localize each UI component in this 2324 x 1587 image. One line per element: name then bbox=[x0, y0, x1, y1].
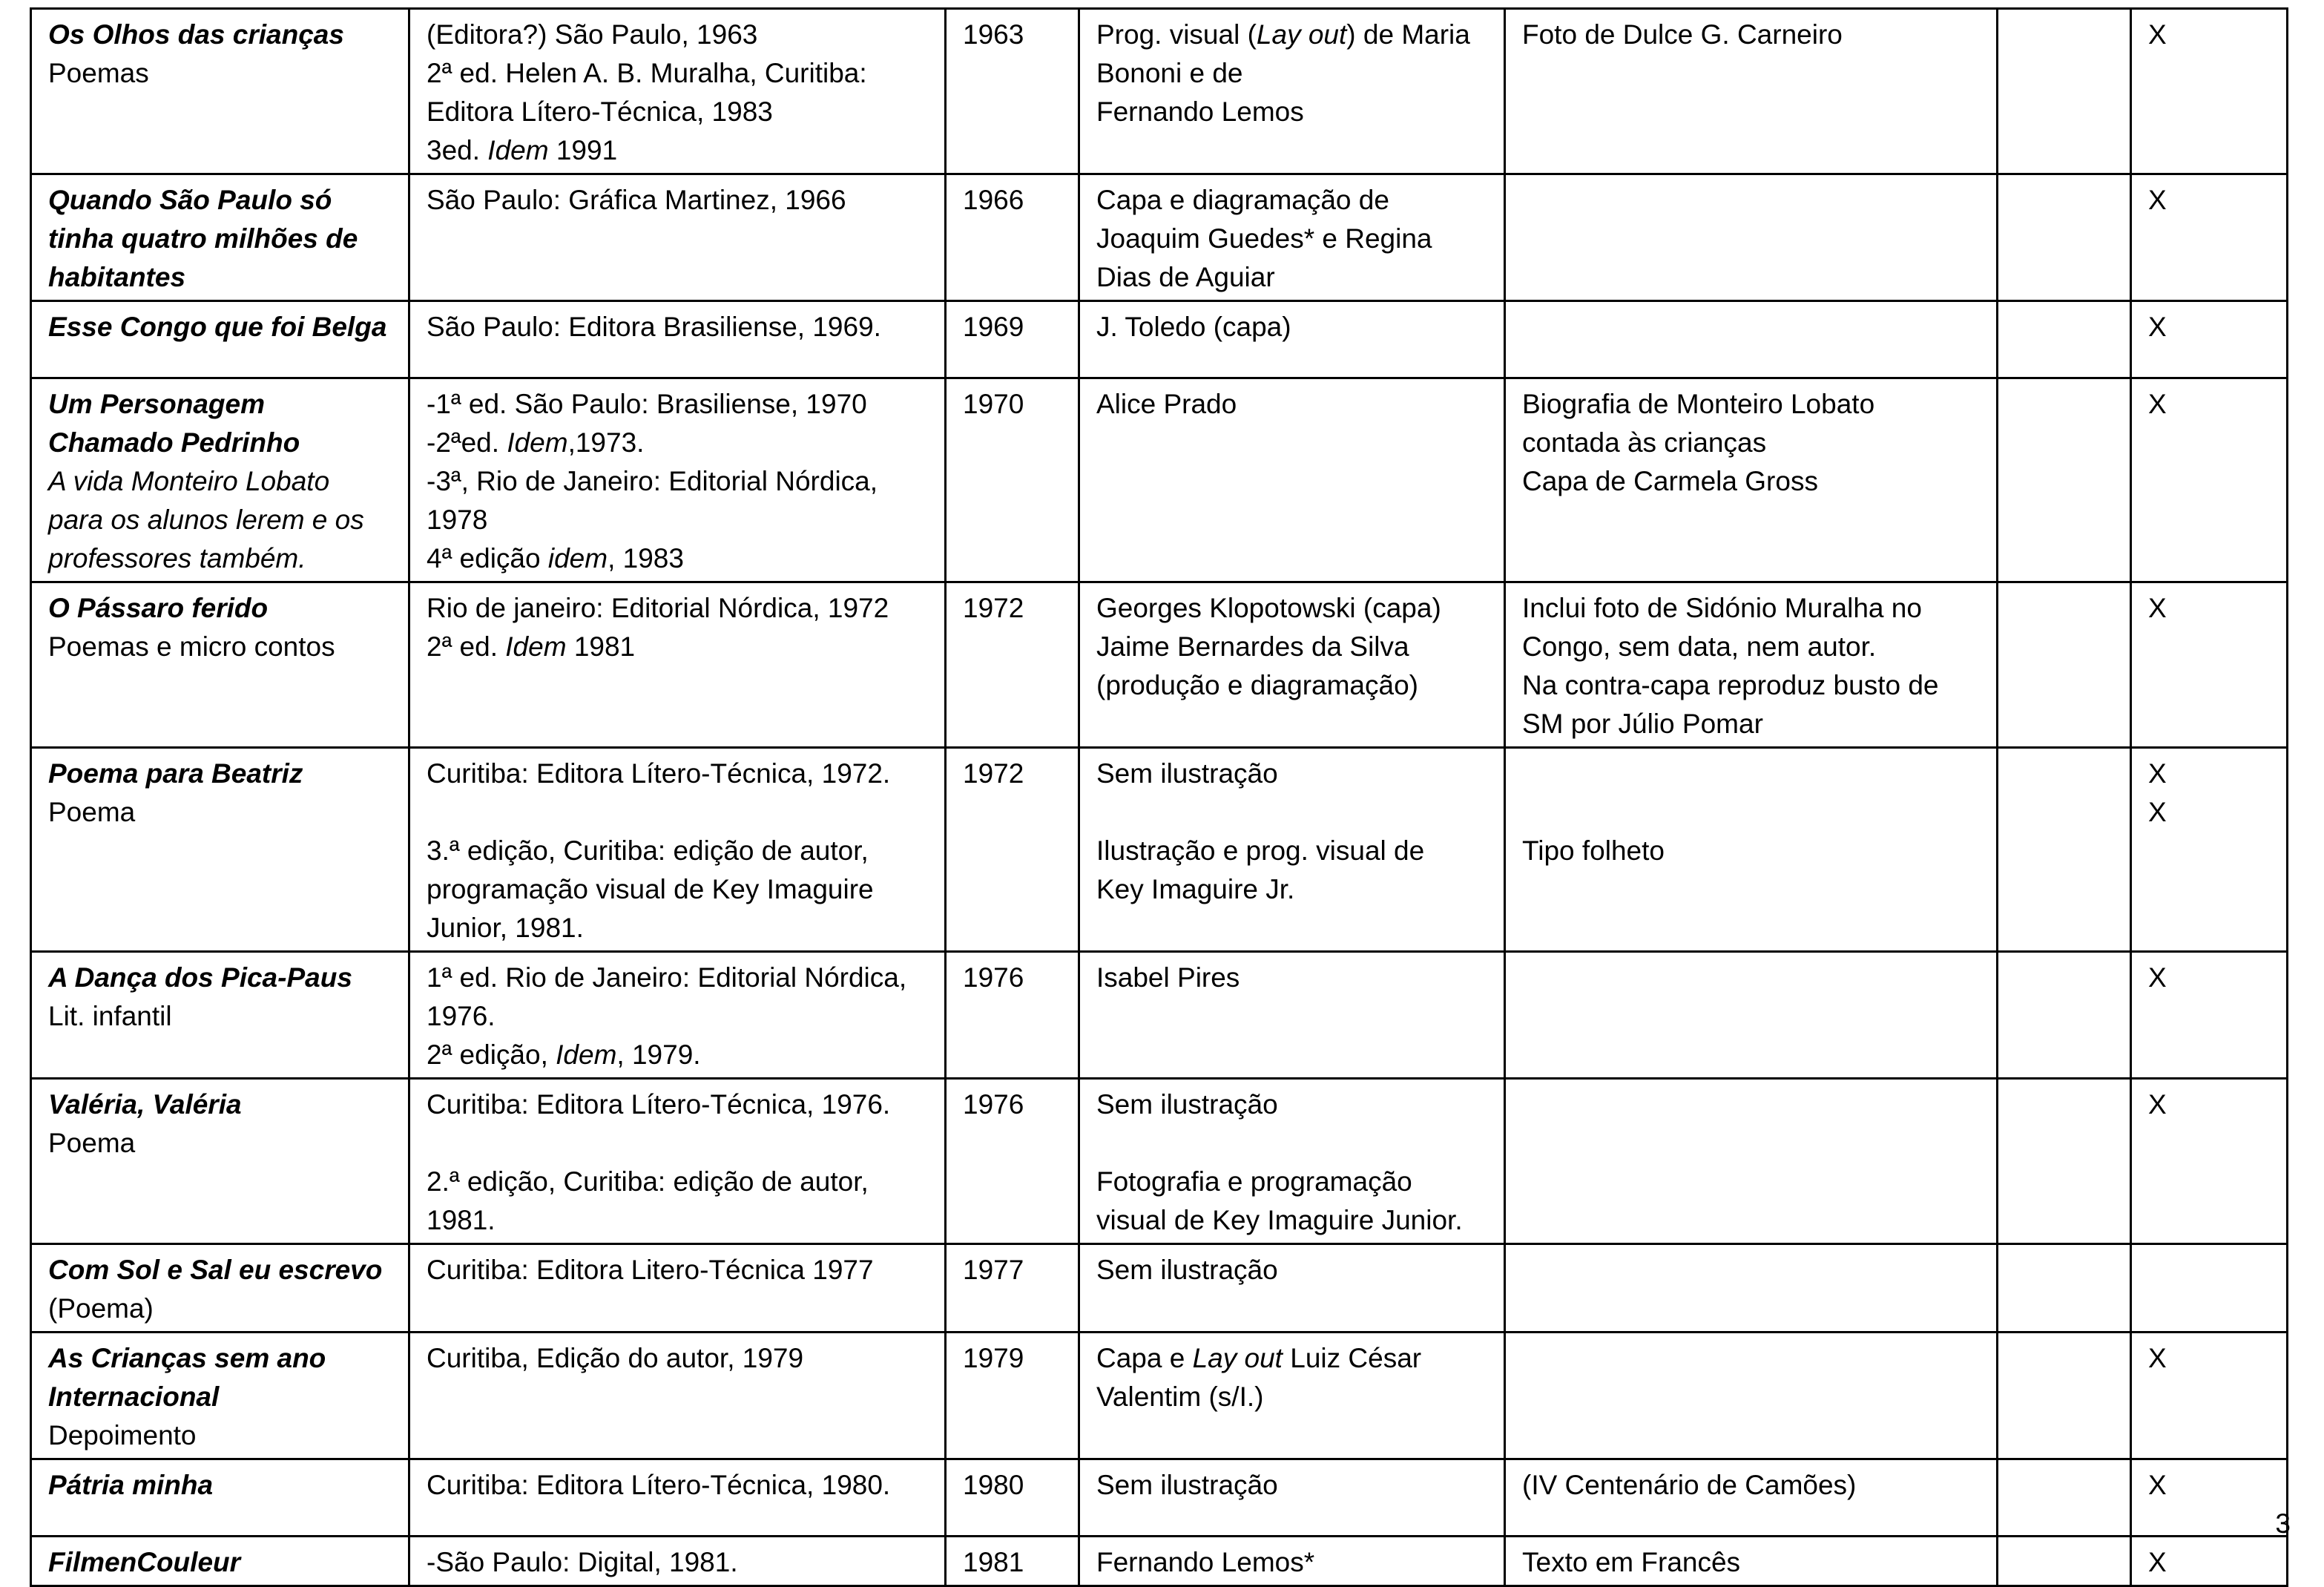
bibliography-table bbox=[30, 7, 2288, 1587]
notes-cell bbox=[1505, 1537, 1998, 1586]
notes-line: Capa de Carmela Gross bbox=[1522, 466, 1818, 496]
mark-cell bbox=[2131, 301, 2288, 378]
table-body bbox=[31, 9, 2288, 1586]
page-number: 3 bbox=[2275, 1508, 2291, 1539]
edition-line: -1ª ed. São Paulo: Brasiliense, 1970 bbox=[427, 389, 867, 419]
mark-cell bbox=[2131, 1079, 2288, 1244]
notes-line: Tipo folheto bbox=[1522, 835, 1665, 866]
notes-cell bbox=[1505, 1459, 1998, 1537]
book-title: As Crianças sem ano Internacional bbox=[48, 1343, 326, 1412]
edition-cell bbox=[409, 1459, 946, 1537]
illustration-cell bbox=[1079, 174, 1505, 301]
edition-line: Rio de janeiro: Editorial Nórdica, 1972 bbox=[427, 593, 889, 623]
edition-line: 2.ª edição, Curitiba: edição de autor, bbox=[427, 1166, 869, 1197]
edition-cell bbox=[409, 1537, 946, 1586]
illustration-line: Georges Klopotowski (capa) bbox=[1096, 593, 1441, 623]
illustration-line: Sem ilustração bbox=[1096, 1470, 1278, 1500]
empty-cell bbox=[1998, 1333, 2131, 1459]
book-title: Com Sol e Sal eu escrevo bbox=[48, 1255, 383, 1285]
mark-cell bbox=[2131, 1244, 2288, 1333]
table-row bbox=[31, 301, 2288, 378]
illustration-line: Prog. visual (Lay out) de Maria bbox=[1096, 19, 1470, 50]
title-cell bbox=[31, 1244, 409, 1333]
notes-line: Congo, sem data, nem autor. bbox=[1522, 631, 1877, 662]
book-title: O Pássaro ferido bbox=[48, 593, 269, 623]
illustration-line: visual de Key Imaguire Junior. bbox=[1096, 1205, 1463, 1235]
edition-line: Curitiba: Editora Lítero-Técnica, 1972. bbox=[427, 758, 891, 789]
book-subtitle: A vida Monteiro Lobato para os alunos lerem e os professores também. bbox=[48, 466, 364, 574]
title-cell bbox=[31, 748, 409, 952]
year-cell: 1963 bbox=[946, 9, 1079, 174]
mark-cell bbox=[2131, 582, 2288, 748]
notes-line bbox=[1522, 755, 1980, 793]
edition-cell bbox=[409, 9, 946, 174]
notes-line: (IV Centenário de Camões) bbox=[1522, 1470, 1857, 1500]
table-row bbox=[31, 1459, 2288, 1537]
table-row bbox=[31, 1333, 2288, 1459]
empty-cell bbox=[1998, 9, 2131, 174]
title-cell bbox=[31, 582, 409, 748]
edition-line: 2ª ed. Helen A. B. Muralha, Curitiba: bbox=[427, 58, 867, 88]
edition-line: -3ª, Rio de Janeiro: Editorial Nórdica, 1978 bbox=[427, 466, 878, 535]
x-mark: X bbox=[2148, 593, 2167, 623]
x-mark: X bbox=[2148, 389, 2167, 419]
x-mark: X bbox=[2148, 1089, 2167, 1120]
notes-cell bbox=[1505, 748, 1998, 952]
x-mark: X bbox=[2148, 758, 2167, 789]
book-title: Valéria, Valéria bbox=[48, 1089, 242, 1120]
empty-cell bbox=[1998, 582, 2131, 748]
mark-cell bbox=[2131, 952, 2288, 1079]
book-subtitle: Poemas bbox=[48, 58, 149, 88]
mark-cell bbox=[2131, 174, 2288, 301]
notes-cell bbox=[1505, 174, 1998, 301]
book-title: Pátria minha bbox=[48, 1470, 214, 1500]
edition-line: Curitiba: Editora Litero-Técnica 1977 bbox=[427, 1255, 874, 1285]
mark-cell bbox=[2131, 1459, 2288, 1537]
year-cell: 1972 bbox=[946, 748, 1079, 952]
x-mark: X bbox=[2148, 185, 2167, 215]
year-cell: 1969 bbox=[946, 301, 1079, 378]
year-cell: 1980 bbox=[946, 1459, 1079, 1537]
edition-line: Editora Lítero-Técnica, 1983 bbox=[427, 96, 773, 127]
edition-line: 3ed. Idem 1991 bbox=[427, 135, 618, 165]
edition-cell bbox=[409, 952, 946, 1079]
illustration-cell bbox=[1079, 301, 1505, 378]
notes-line: Texto em Francês bbox=[1522, 1547, 1741, 1577]
book-title: Poema para Beatriz bbox=[48, 758, 303, 789]
empty-cell bbox=[1998, 174, 2131, 301]
year-cell: 1976 bbox=[946, 952, 1079, 1079]
edition-line: 1ª ed. Rio de Janeiro: Editorial Nórdica, bbox=[427, 962, 907, 993]
illustration-line: Sem ilustração bbox=[1096, 1255, 1278, 1285]
notes-cell bbox=[1505, 1244, 1998, 1333]
edition-line: -2ªed. Idem,1973. bbox=[427, 427, 645, 458]
x-mark: X bbox=[2148, 962, 2167, 993]
book-title: A Dança dos Pica-Paus bbox=[48, 962, 352, 993]
year-cell: 1981 bbox=[946, 1537, 1079, 1586]
mark-cell bbox=[2131, 378, 2288, 582]
illustration-cell bbox=[1079, 952, 1505, 1079]
edition-line: programação visual de Key Imaguire bbox=[427, 874, 874, 904]
illustration-line: Fernando Lemos* bbox=[1096, 1547, 1315, 1577]
notes-cell bbox=[1505, 582, 1998, 748]
book-subtitle: Depoimento bbox=[48, 1420, 197, 1450]
book-subtitle: Poemas e micro contos bbox=[48, 631, 335, 662]
illustration-cell bbox=[1079, 748, 1505, 952]
illustration-line: Joaquim Guedes* e Regina bbox=[1096, 223, 1432, 254]
book-subtitle: Poema bbox=[48, 1128, 136, 1158]
mark-cell bbox=[2131, 748, 2288, 952]
title-cell bbox=[31, 1333, 409, 1459]
illustration-line: Capa e diagramação de bbox=[1096, 185, 1389, 215]
illustration-cell bbox=[1079, 1333, 1505, 1459]
illustration-line: Key Imaguire Jr. bbox=[1096, 874, 1295, 904]
edition-line: Curitiba, Edição do autor, 1979 bbox=[427, 1343, 804, 1373]
year-cell: 1972 bbox=[946, 582, 1079, 748]
table-row bbox=[31, 378, 2288, 582]
illustration-line bbox=[1096, 1124, 1487, 1163]
title-cell bbox=[31, 378, 409, 582]
notes-line: SM por Júlio Pomar bbox=[1522, 709, 1763, 739]
illustration-line: Bononi e de bbox=[1096, 58, 1243, 88]
book-title: Um Personagem Chamado Pedrinho bbox=[48, 389, 300, 458]
edition-line: 4ª edição idem, 1983 bbox=[427, 543, 684, 574]
illustration-line: Fernando Lemos bbox=[1096, 96, 1304, 127]
year-cell: 1970 bbox=[946, 378, 1079, 582]
edition-line: Curitiba: Editora Lítero-Técnica, 1980. bbox=[427, 1470, 891, 1500]
illustration-line: Fotografia e programação bbox=[1096, 1166, 1412, 1197]
illustration-line bbox=[1096, 793, 1487, 832]
notes-line: Biografia de Monteiro Lobato bbox=[1522, 389, 1875, 419]
notes-cell bbox=[1505, 952, 1998, 1079]
edition-cell bbox=[409, 174, 946, 301]
book-subtitle: Poema bbox=[48, 797, 136, 827]
edition-line: (Editora?) São Paulo, 1963 bbox=[427, 19, 758, 50]
edition-cell bbox=[409, 301, 946, 378]
notes-line: Inclui foto de Sidónio Muralha no bbox=[1522, 593, 1922, 623]
illustration-cell bbox=[1079, 1244, 1505, 1333]
table-row bbox=[31, 1079, 2288, 1244]
book-title: Quando São Paulo só tinha quatro milhões de habitantes bbox=[48, 185, 358, 292]
x-mark: X bbox=[2148, 312, 2167, 342]
edition-line: 2ª edição, Idem, 1979. bbox=[427, 1039, 701, 1070]
empty-cell bbox=[1998, 378, 2131, 582]
illustration-line: Valentim (s/I.) bbox=[1096, 1381, 1264, 1412]
edition-cell bbox=[409, 1333, 946, 1459]
table-row bbox=[31, 582, 2288, 748]
empty-cell bbox=[1998, 1459, 2131, 1537]
x-mark: X bbox=[2148, 1470, 2167, 1500]
edition-cell bbox=[409, 748, 946, 952]
edition-cell bbox=[409, 1079, 946, 1244]
table-row bbox=[31, 1537, 2288, 1586]
book-subtitle: (Poema) bbox=[48, 1293, 154, 1324]
title-cell bbox=[31, 1459, 409, 1537]
year-cell: 1979 bbox=[946, 1333, 1079, 1459]
table-row bbox=[31, 748, 2288, 952]
x-mark: X bbox=[2148, 1547, 2167, 1577]
book-subtitle: Lit. infantil bbox=[48, 1001, 172, 1031]
edition-line: 2ª ed. Idem 1981 bbox=[427, 631, 636, 662]
notes-cell bbox=[1505, 1333, 1998, 1459]
title-cell bbox=[31, 174, 409, 301]
mark-cell bbox=[2131, 1537, 2288, 1586]
illustration-cell bbox=[1079, 9, 1505, 174]
illustration-cell bbox=[1079, 1079, 1505, 1244]
notes-line: contada às crianças bbox=[1522, 427, 1767, 458]
table-row bbox=[31, 1244, 2288, 1333]
notes-cell bbox=[1505, 378, 1998, 582]
illustration-line: J. Toledo (capa) bbox=[1096, 312, 1291, 342]
empty-cell bbox=[1998, 952, 2131, 1079]
book-title: Os Olhos das crianças bbox=[48, 19, 344, 50]
x-mark: X bbox=[2148, 19, 2167, 50]
illustration-line: Jaime Bernardes da Silva bbox=[1096, 631, 1409, 662]
edition-line: -São Paulo: Digital, 1981. bbox=[427, 1547, 738, 1577]
notes-cell bbox=[1505, 301, 1998, 378]
notes-line: Na contra-capa reproduz busto de bbox=[1522, 670, 1939, 700]
notes-cell bbox=[1505, 9, 1998, 174]
notes-line bbox=[1522, 793, 1980, 832]
empty-cell bbox=[1998, 1079, 2131, 1244]
edition-cell bbox=[409, 582, 946, 748]
illustration-line: Ilustração e prog. visual de bbox=[1096, 835, 1425, 866]
empty-cell bbox=[1998, 1244, 2131, 1333]
mark-cell bbox=[2131, 9, 2288, 174]
edition-line: 1981. bbox=[427, 1205, 496, 1235]
illustration-cell bbox=[1079, 1459, 1505, 1537]
illustration-line: (produção e diagramação) bbox=[1096, 670, 1418, 700]
edition-line: Junior, 1981. bbox=[427, 913, 584, 943]
book-title: FilmenCouleur bbox=[48, 1547, 241, 1577]
table-row bbox=[31, 9, 2288, 174]
book-title: Esse Congo que foi Belga bbox=[48, 312, 387, 342]
notes-cell bbox=[1505, 1079, 1998, 1244]
table-row bbox=[31, 952, 2288, 1079]
empty-cell bbox=[1998, 748, 2131, 952]
title-cell bbox=[31, 301, 409, 378]
edition-line: 3.ª edição, Curitiba: edição de autor, bbox=[427, 835, 869, 866]
illustration-line: Sem ilustração bbox=[1096, 1089, 1278, 1120]
year-cell: 1966 bbox=[946, 174, 1079, 301]
title-cell bbox=[31, 1079, 409, 1244]
edition-line: São Paulo: Editora Brasiliense, 1969. bbox=[427, 312, 881, 342]
illustration-cell bbox=[1079, 1537, 1505, 1586]
edition-line bbox=[427, 793, 928, 832]
year-cell: 1976 bbox=[946, 1079, 1079, 1244]
title-cell bbox=[31, 1537, 409, 1586]
edition-line: São Paulo: Gráfica Martinez, 1966 bbox=[427, 185, 846, 215]
edition-line bbox=[427, 1124, 928, 1163]
notes-line: Foto de Dulce G. Carneiro bbox=[1522, 19, 1843, 50]
edition-line: 1976. bbox=[427, 1001, 496, 1031]
edition-line: Curitiba: Editora Lítero-Técnica, 1976. bbox=[427, 1089, 891, 1120]
table-row bbox=[31, 174, 2288, 301]
illustration-line: Dias de Aguiar bbox=[1096, 262, 1275, 292]
illustration-line: Isabel Pires bbox=[1096, 962, 1240, 993]
edition-cell bbox=[409, 1244, 946, 1333]
mark-cell bbox=[2131, 1333, 2288, 1459]
empty-cell bbox=[1998, 301, 2131, 378]
empty-cell bbox=[1998, 1537, 2131, 1586]
illustration-line: Capa e Lay out Luiz César bbox=[1096, 1343, 1422, 1373]
illustration-line: Alice Prado bbox=[1096, 389, 1237, 419]
year-cell: 1977 bbox=[946, 1244, 1079, 1333]
x-mark: X bbox=[2148, 797, 2167, 827]
title-cell bbox=[31, 952, 409, 1079]
edition-cell bbox=[409, 378, 946, 582]
x-mark: X bbox=[2148, 1343, 2167, 1373]
title-cell bbox=[31, 9, 409, 174]
illustration-line: Sem ilustração bbox=[1096, 758, 1278, 789]
illustration-cell bbox=[1079, 582, 1505, 748]
illustration-cell bbox=[1079, 378, 1505, 582]
